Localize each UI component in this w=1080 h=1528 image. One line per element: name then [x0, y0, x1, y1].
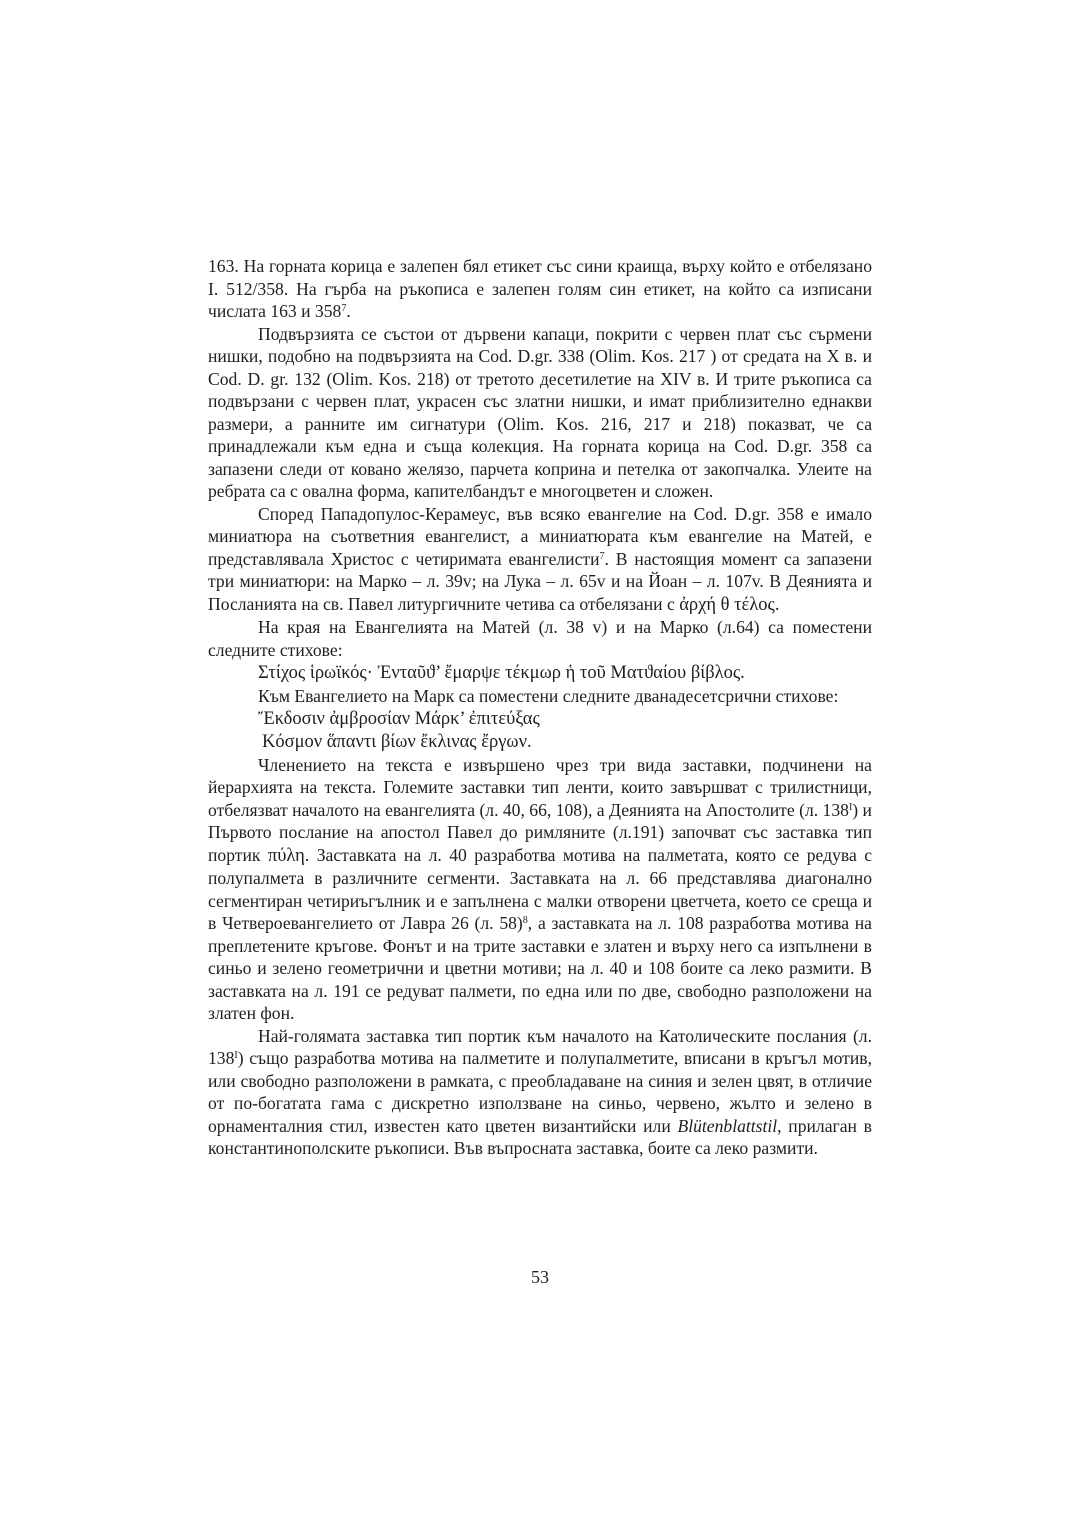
footnote-ref[interactable]: 8 [522, 915, 528, 926]
paragraph-label-description [208, 255, 872, 323]
paragraph-mark-verses-intro: Към Евангелието на Марк са поместени следните дванадесетсрични стихове: [258, 686, 839, 706]
paragraph-catholic-epistles [208, 1025, 872, 1160]
greek-phrase: ἀρχή θ τέλος. [679, 594, 780, 615]
italic-term: Blütenblattstil [677, 1115, 778, 1136]
superscript-marker: I [234, 1050, 238, 1061]
p1-text: 163. На горната корица е залепен бял етикет със сини краища, върху който е отбелязано I. 512/358. На гърба на ръкописа е залепен голям син етикет, на който са изписани числата 163 и 358 [208, 256, 872, 321]
body-text [208, 255, 872, 1160]
p6-text-a: Членението на текста е извършено чрез три вида заставки, подчинени на йерархията на текста. Големите заставки тип ленти, които завършват с трилистници, отбелязват началото на евангелията (л. 40, 66, 108), а Деянията на Апостолите (л. 138 [208, 754, 872, 820]
p1-end: . [346, 301, 351, 321]
paragraph-verses-intro: На края на Евангелията на Матей (л. 38 v) и на Марко (л.64) са поместени следните стихове: [208, 617, 872, 660]
superscript-marker: I [848, 801, 853, 813]
p7-text-c: , прилаган в константинополските ръкописи. Във въпросната заставка, боите са леко размити. [208, 1115, 872, 1158]
p6-text-b: ) и Първото послание на апостол Павел до римляните (л.191) започват със заставка тип портик [208, 799, 872, 865]
p3-text-b: . В настоящия момент са запазени три миниатюри: на Марко – л. 39v; на Лука – л. 65v и на Йоан – л. 107v. В Деянията и Посланията на св. Павел литургичните четива са отбелязани с [208, 548, 872, 614]
paragraph-headpieces [208, 754, 872, 1025]
paragraph-binding: Подвързията се състои от дървени капаци, покрити с червен плат със сърмени нишки, подобно на подвързията на Cod. D.gr. 338 (Olim. Kos. 217 ) от средата на X в. и Cod. D. gr. 132 (Olim. Kos. 218) от третото десетилетие на XIV в. И трите ръкописа са подвързани с червен плат, украсен със златни нишки, и имат приблизително еднакви размери, а ранните им сигнатури (Olim. Kos. 216, 217 и 218) показват, че са принадлежали към една и съща колекция. На горната корица на Cod. D.gr. 358 са запазени следи от ковано желязо, парчета коприна и петелка от закопчалка. Улеите на ребрата са с овална форма, капителбандът е многоцветен и сложен. [208, 323, 872, 501]
p6-text-d: , а заставката на л. 108 разработва мотива на преплетените кръгове. Фонът и на трите заставки е златен и върху него са изпълнени в синьо и зелено геометрични и цветни мотиви; на л. 40 и 108 боите са леко размити. В заставката на л. 191 се редуват палмети, по една или по две, свободно разположени на златен фон. [208, 913, 872, 1023]
p6-text-c: . Заставката на л. 40 разработва мотива на палметата, която се редува с полупалмета в различните сегменти. Заставката на л. 66 представлява диагонално сегментиран четириъгълник и е запълнена с малки отворени цветчета, което се среща и в Четвероевангелието от Лавра 26 (л. 58) [208, 844, 873, 933]
greek-word: πύλη [267, 845, 305, 866]
greek-verse-mark-line-2: Κόσμον ἅπαντι βίων ἔκλινας ἔργων. [262, 731, 532, 752]
page-number: 53 [531, 1267, 549, 1287]
footnote-ref[interactable]: 7 [599, 550, 605, 562]
paragraph-miniatures [208, 503, 872, 617]
greek-verse-mark-line-1: Ἔκδοσιν ἀμβροσίαν Μάρκ’ ἐπιτεύξας [258, 708, 540, 729]
p7-text-a: Най-голямата заставка тип портик към началото на Католическите послания (л. 138 [208, 1025, 872, 1068]
p3-text-a: Според Пападопулос-Керамеус, във всяко евангелие на Cod. D.gr. 358 е имало миниатюра на съответния евангелист, а миниатюрата към евангелие на Матей, е представлявала Христос с четиримата евангелисти [208, 503, 872, 569]
footnote-ref[interactable]: 7 [341, 303, 347, 314]
greek-verse-matthew: Στίχος ἱρωϊκός· Ἐνταῦϑ’ ἔμαρψε τέκμωρ ἡ τοῦ Ματϑαίου βίβλος. [258, 663, 745, 683]
p7-text-b: ) също разработва мотива на палметите и полупалметите, вписани в кръгъл мотив, или свободно разположени в рамката, с преобладаване на синия и зелен цвят, в отличие от по-богатата гама с дискретно използване на синьо, червено, жълто и зелено в орнаменталния стил, известен като цветен византийски или [208, 1048, 872, 1136]
